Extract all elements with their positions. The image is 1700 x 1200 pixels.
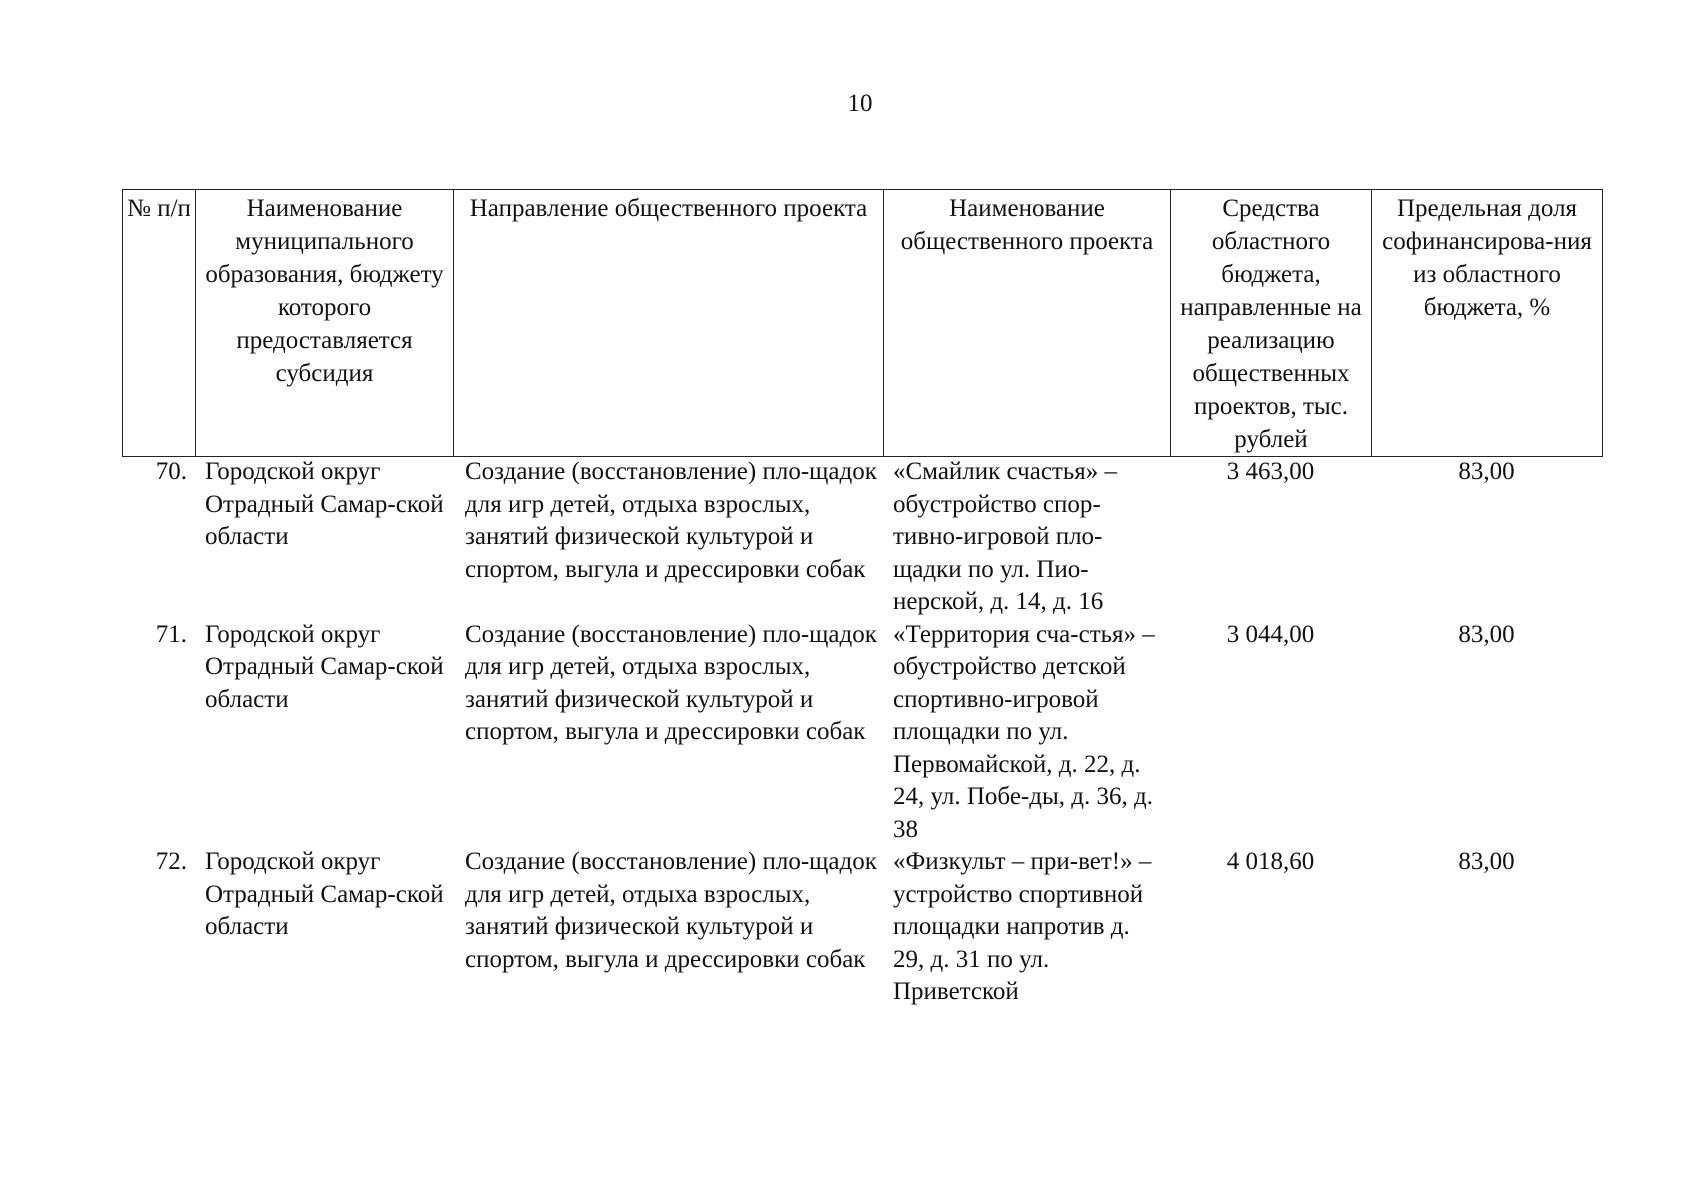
table-row — [122, 619, 1602, 847]
row-number: 71. — [155, 620, 187, 648]
row-municipality: Городской округ Отрадный Самар-ской области — [205, 458, 444, 550]
table-body — [122, 456, 1602, 1011]
row-project-name: «Физкульт – при-вет!» – устройство спортивной площадки напротив д. 29, д. 31 по ул. Приветской — [893, 848, 1152, 1005]
row-cofinancing-share: 83,00 — [1458, 848, 1515, 875]
header-direction: Направление общественного проекта — [454, 190, 884, 457]
row-budget-amount: 4 018,60 — [1226, 848, 1315, 875]
page-number: 10 — [847, 90, 873, 117]
row-direction: Создание (восстановление) пло-щадок для игр детей, отдыха взрослых, занятий физической культурой и спортом, выгула и дрессировки собак — [465, 848, 877, 973]
header-municipality: Наименование муниципального образования, бюджету которого предоставляется субсидия — [196, 190, 454, 457]
row-budget-amount: 3 044,00 — [1226, 620, 1315, 648]
header-budget-amount: Средства областного бюджета, направленные на реализацию общественных проектов, тыс. рублей — [1171, 190, 1372, 457]
row-project-name: «Территория сча-стья» – обустройство детской спортивно-игровой площадки по ул. Первомайской, д. 22, д. 24, ул. Побе-ды, д. 36, д. 38 — [893, 620, 1155, 843]
header-project-name: Наименование общественного проекта — [884, 190, 1171, 457]
table-row — [122, 456, 1602, 619]
row-municipality: Городской округ Отрадный Самар-ской области — [205, 848, 444, 940]
row-direction: Создание (восстановление) пло-щадок для игр детей, отдыха взрослых, занятий физической культурой и спортом, выгула и дрессировки собак — [465, 458, 877, 583]
row-budget-amount: 3 463,00 — [1226, 458, 1315, 485]
row-project-name: «Смайлик счастья» – обустройство спор-тивно-игровой пло-щадки по ул. Пио-нерской, д. 14, д. 16 — [893, 458, 1117, 615]
table-row — [122, 846, 1602, 1011]
row-direction: Создание (восстановление) пло-щадок для игр детей, отдыха взрослых, занятий физической культурой и спортом, выгула и дрессировки собак — [465, 620, 877, 745]
row-number: 72. — [155, 848, 187, 875]
row-municipality: Городской округ Отрадный Самар-ской области — [205, 620, 444, 713]
row-cofinancing-share: 83,00 — [1458, 620, 1515, 648]
row-cofinancing-share: 83,00 — [1458, 458, 1515, 485]
row-number: 70. — [155, 458, 187, 485]
header-number: № п/п — [123, 190, 196, 457]
table-header — [122, 189, 1603, 457]
header-cofinancing-share: Предельная доля софинансирова-ния из областного бюджета, % — [1372, 190, 1603, 457]
